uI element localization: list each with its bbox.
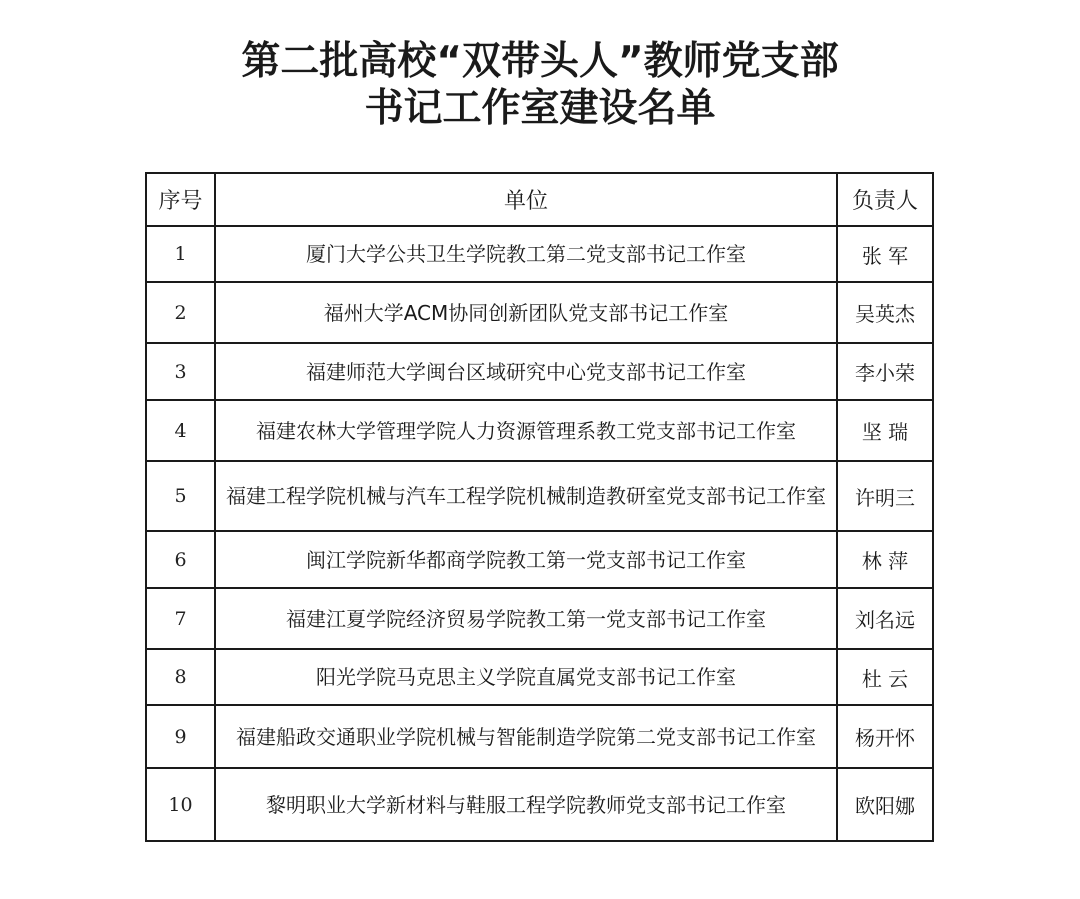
row-person: 欧阳娜 xyxy=(837,768,933,841)
table-header-row xyxy=(146,173,933,226)
row-person: 坚 瑞 xyxy=(837,400,933,461)
row-unit: 福建师范大学闽台区域研究中心党支部书记工作室 xyxy=(215,343,837,400)
row-seq: 4 xyxy=(146,400,215,461)
row-unit: 厦门大学公共卫生学院教工第二党支部书记工作室 xyxy=(215,226,837,282)
table-row xyxy=(146,705,933,768)
document-title-line-1: 第二批高校“双带头人”教师党支部 xyxy=(241,39,839,84)
row-person: 林 萍 xyxy=(837,531,933,588)
row-seq: 6 xyxy=(146,531,215,588)
row-seq: 9 xyxy=(146,705,215,768)
row-person: 刘名远 xyxy=(837,588,933,649)
table-row xyxy=(146,343,933,400)
header-unit: 单位 xyxy=(215,173,837,226)
table-row xyxy=(146,588,933,649)
row-unit: 黎明职业大学新材料与鞋服工程学院教师党支部书记工作室 xyxy=(215,768,837,841)
table-row xyxy=(146,226,933,282)
row-unit: 福建江夏学院经济贸易学院教工第一党支部书记工作室 xyxy=(215,588,837,649)
table-row xyxy=(146,282,933,343)
row-seq: 10 xyxy=(146,768,215,841)
table-row xyxy=(146,768,933,841)
row-person: 杨开怀 xyxy=(837,705,933,768)
row-seq: 8 xyxy=(146,649,215,705)
row-unit: 阳光学院马克思主义学院直属党支部书记工作室 xyxy=(215,649,837,705)
row-unit: 福建船政交通职业学院机械与智能制造学院第二党支部书记工作室 xyxy=(215,705,837,768)
row-seq: 3 xyxy=(146,343,215,400)
table-row xyxy=(146,461,933,531)
header-seq: 序号 xyxy=(146,173,215,226)
document-title-line-2: 书记工作室建设名单 xyxy=(364,86,716,131)
row-unit: 福建工程学院机械与汽车工程学院机械制造教研室党支部书记工作室 xyxy=(215,461,837,531)
roster-table xyxy=(145,172,934,842)
table-row xyxy=(146,400,933,461)
row-person: 张 军 xyxy=(837,226,933,282)
row-unit: 福建农林大学管理学院人力资源管理系教工党支部书记工作室 xyxy=(215,400,837,461)
row-seq: 7 xyxy=(146,588,215,649)
row-seq: 2 xyxy=(146,282,215,343)
row-unit: 闽江学院新华都商学院教工第一党支部书记工作室 xyxy=(215,531,837,588)
row-person: 李小荣 xyxy=(837,343,933,400)
table-row xyxy=(146,531,933,588)
row-seq: 1 xyxy=(146,226,215,282)
row-person: 吴英杰 xyxy=(837,282,933,343)
row-unit: 福州大学ACM协同创新团队党支部书记工作室 xyxy=(215,282,837,343)
row-seq: 5 xyxy=(146,461,215,531)
header-person: 负责人 xyxy=(837,173,933,226)
row-person: 许明三 xyxy=(837,461,933,531)
table-row xyxy=(146,649,933,705)
row-person: 杜 云 xyxy=(837,649,933,705)
